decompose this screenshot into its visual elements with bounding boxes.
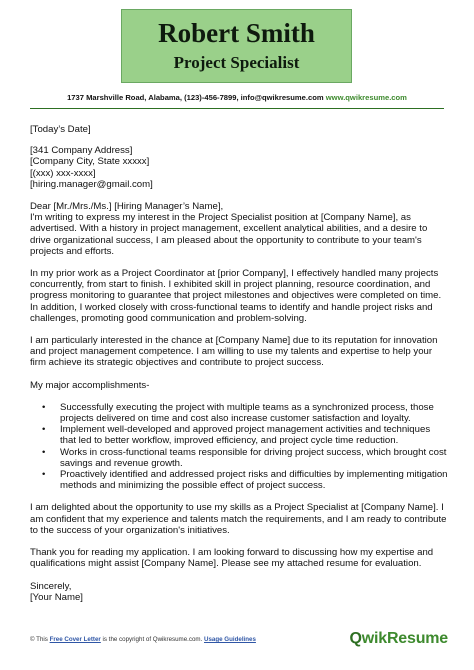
contact-line	[0, 93, 474, 102]
body-paragraph: Thank you for reading my application. I am looking forward to discussing how my expertise and qualifications might assist [Company Name]. Please see my attached resume for evaluation.	[30, 547, 434, 570]
address-line: [341 Company Address]	[30, 145, 133, 157]
letter-date: [Today’s Date]	[30, 124, 91, 135]
contact-website[interactable]: www.qwikresume.com	[325, 93, 407, 102]
name-header-box	[121, 9, 352, 83]
copyright-notice	[30, 636, 256, 643]
candidate-title: Project Specialist	[173, 53, 300, 72]
salutation: Dear [Mr./Mrs./Ms.] [Hiring Manager’s Name],	[30, 201, 224, 213]
letter-body	[30, 124, 448, 603]
signature-name: [Your Name]	[30, 591, 83, 603]
list-item: • Proactively identified and addressed project risks and difficulties by implementing mitigation methods and minimizing the possible effect of project success.	[60, 469, 448, 491]
list-item: • Implement well-developed and approved project management activities and techniques that led to better workflow, improved efficiency, and project cycle time reduction.	[60, 424, 448, 446]
body-paragraph: I'm writing to express my interest in the Project Specialist position at [Company Name], as advertised. With a history in project management, excellent analytical abilities, and a desire to drive organizational success, I am pleased about the opportunity to contribute to your team's projects and efforts.	[30, 212, 428, 257]
candidate-name: Robert Smith	[158, 18, 315, 48]
qwikresume-logo: QwikResume	[349, 630, 448, 647]
copyright-prefix: © This	[30, 636, 50, 643]
address-line: [Company City, State xxxxx]	[30, 156, 150, 168]
accomplishments-list	[30, 402, 448, 492]
body-paragraph: In my prior work as a Project Coordinator at [prior Company], I effectively handled many projects concurrently, from start to finish. I exhibited skill in project planning, resource coordination, and progress monitoring to guarantee that project milestones and objectives were completed on time. In addition, I worked closely with cross-functional teams to identify and handle project risks and challenges, promoting good communication and problem-solving.	[30, 268, 442, 324]
signoff: Sincerely,	[30, 580, 72, 592]
list-item: • Works in cross-functional teams responsible for driving project success, which brought cost savings and revenue growth.	[60, 447, 448, 469]
contact-details: 1737 Marshville Road, Alabama, (123)-456-7899, info@qwikresume.com	[67, 93, 324, 102]
address-line: [(xxx) xxx-xxxx]	[30, 167, 96, 179]
list-item: • Successfully executing the project with multiple teams as a synchronized process, those projects delivered on time and cost also increase customer satisfaction and loyalty.	[60, 402, 448, 424]
address-line: [hiring.manager@gmail.com]	[30, 178, 153, 190]
free-cover-letter-link[interactable]: Free Cover Letter	[49, 636, 101, 643]
accomplishments-heading: My major accomplishments-	[30, 379, 150, 391]
usage-guidelines-link[interactable]: Usage Guidelines	[204, 636, 256, 643]
header-divider	[30, 108, 444, 109]
body-paragraph: I am delighted about the opportunity to use my skills as a Project Specialist at [Company Name]. I am confident that my experience and talents match the requirements, and I am ready to contribute to the success of your organization's initiatives.	[30, 502, 447, 536]
body-paragraph: I am particularly interested in the chance at [Company Name] due to its reputation for innovation and project management competence. I am willing to use my talents and expertise to help your firm achieve its strategic objectives and contribute to project success.	[30, 335, 438, 369]
footer	[30, 630, 448, 652]
copyright-middle: is the copyright of Qwikresume.com.	[100, 636, 204, 643]
